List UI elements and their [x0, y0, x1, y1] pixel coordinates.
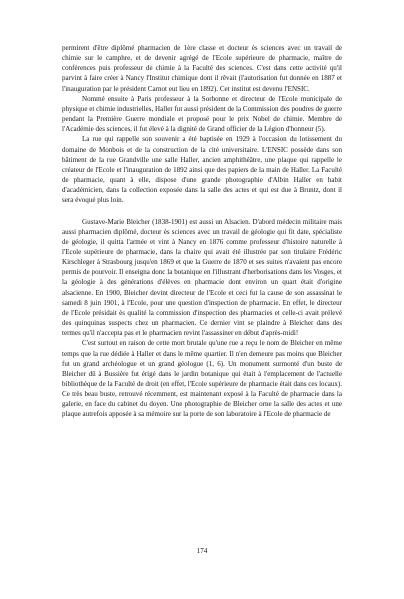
paragraph: La rue qui rappelle son souvenir a été baptisée en 1929 à l'occasion du lotissement du domaine de Monbois et de la construction de la cité universitaire. L'ENSIC possède dans son bâtiment de la rue Grandville une salle Haller, ancien amphithéâtre, une plaque qui rappelle le créateur de l'Ecole et l'inauguration de 1892 ainsi que des papiers de la main de Haller. La Faculté de pharmacie, quant à elle, dispose d'une grande photographie d'Albin Haller en habit d'académicien, dans la collection exposée dans la salle des actes et qui est due à Bruntz, dont il sera évoqué plus loin.: [62, 135, 342, 205]
paragraph: C'est surtout en raison de cette mort brutale qu'une rue a reçu le nom de Bleicher en même temps que la rue dédiée à Haller et dans le même quartier. Il n'en demeure pas moins que Bleicher fut un grand archéologue et un grand géologue (1, 6). Un monument surmonté d'un buste de Bleicher dû à Bussière fut érigé dans le jardin botanique qui était à l'emplacement de l'actuelle bibliothèque de la Faculté de droit (en effet, l'Ecole supérieure de pharmacie était dans ces locaux). Ce très beau buste, retrouvé récemment, est maintenant exposé à la Faculté de pharmacie dans la galerie, en face du cabinet du doyen. Une photographie de Bleicher orne la salle des actes et une plaque autrefois apposée à sa mémoire sur la porte de son laboratoire à l'Ecole de pharmacie de: [62, 339, 342, 419]
paragraph: permirent d'être diplômé pharmacien de 1ère classe et docteur ès sciences avec un travail de chimie sur le camphre, et de devenir agrégé de l'Ecole supérieure de pharmacie, maître de conférences puis professeur de chimie à la Faculté des sciences. C'est dans cette activité qu'il parvint à faire créer à Nancy l'Institut chimique dont il rêvait (l'autorisation fut donnée en 1887 et l'inauguration par le président Carnot eut lieu en 1892). Cet institut est devenu l'ENSIC.: [62, 44, 342, 93]
paragraph: Nommé ensuite à Paris professeur à la Sorbonne et directeur de l'Ecole municipale de physique et chimie industrielles, Haller fut aussi président de la Commission des poudres de guerre pendant la Première Guerre mondiale et proposé pour le prix Nobel de chimie. Membre de l'Académie des sciences, il fut élevé à la dignité de Grand officier de la Légion d'honneur (5).: [62, 94, 342, 134]
paragraph: Gustave-Marie Bleicher (1838-1901) est aussi un Alsacien. D'abord médecin militaire mais aussi pharmacien diplômé, docteur ès sciences avec un travail de géologie qui fit date, spécialiste de géologie, il quitta l'armée et vint à Nancy en 1876 comme professeur d'histoire naturelle à l'Ecole supérieure de pharmacie, dans la chaire qui avait été illustrée par son titulaire Frédéric Kirschleger à Strasbourg jusqu'en 1869 et que la Guerre de 1870 et ses suites n'avaient pas encore permis de pourvoir. Il enseigna donc la botanique en l'illustrant d'herborisations dans les Vosges, et la géologie à des générations d'élèves en pharmacie dont environ un quart était d'origine alsacienne. En 1900, Bleicher devint directeur de l'Ecole et ceci fut la cause de son assassinat le samedi 8 juin 1901, à l'Ecole, pour une question d'inspection de pharmacie. En effet, le directeur de l'Ecole présidait ès qualité la commission d'inspection des pharmacies et celle-ci avait prélevé des quinquinas suspects chez un pharmacien. Ce dernier vint se plaindre à Bleicher dans des termes qu'il n'accepta pas et le pharmacien revint l'assassiner en début d'après-midi!: [62, 217, 342, 338]
page-number: 174: [196, 547, 208, 555]
body-text: [62, 43, 342, 420]
